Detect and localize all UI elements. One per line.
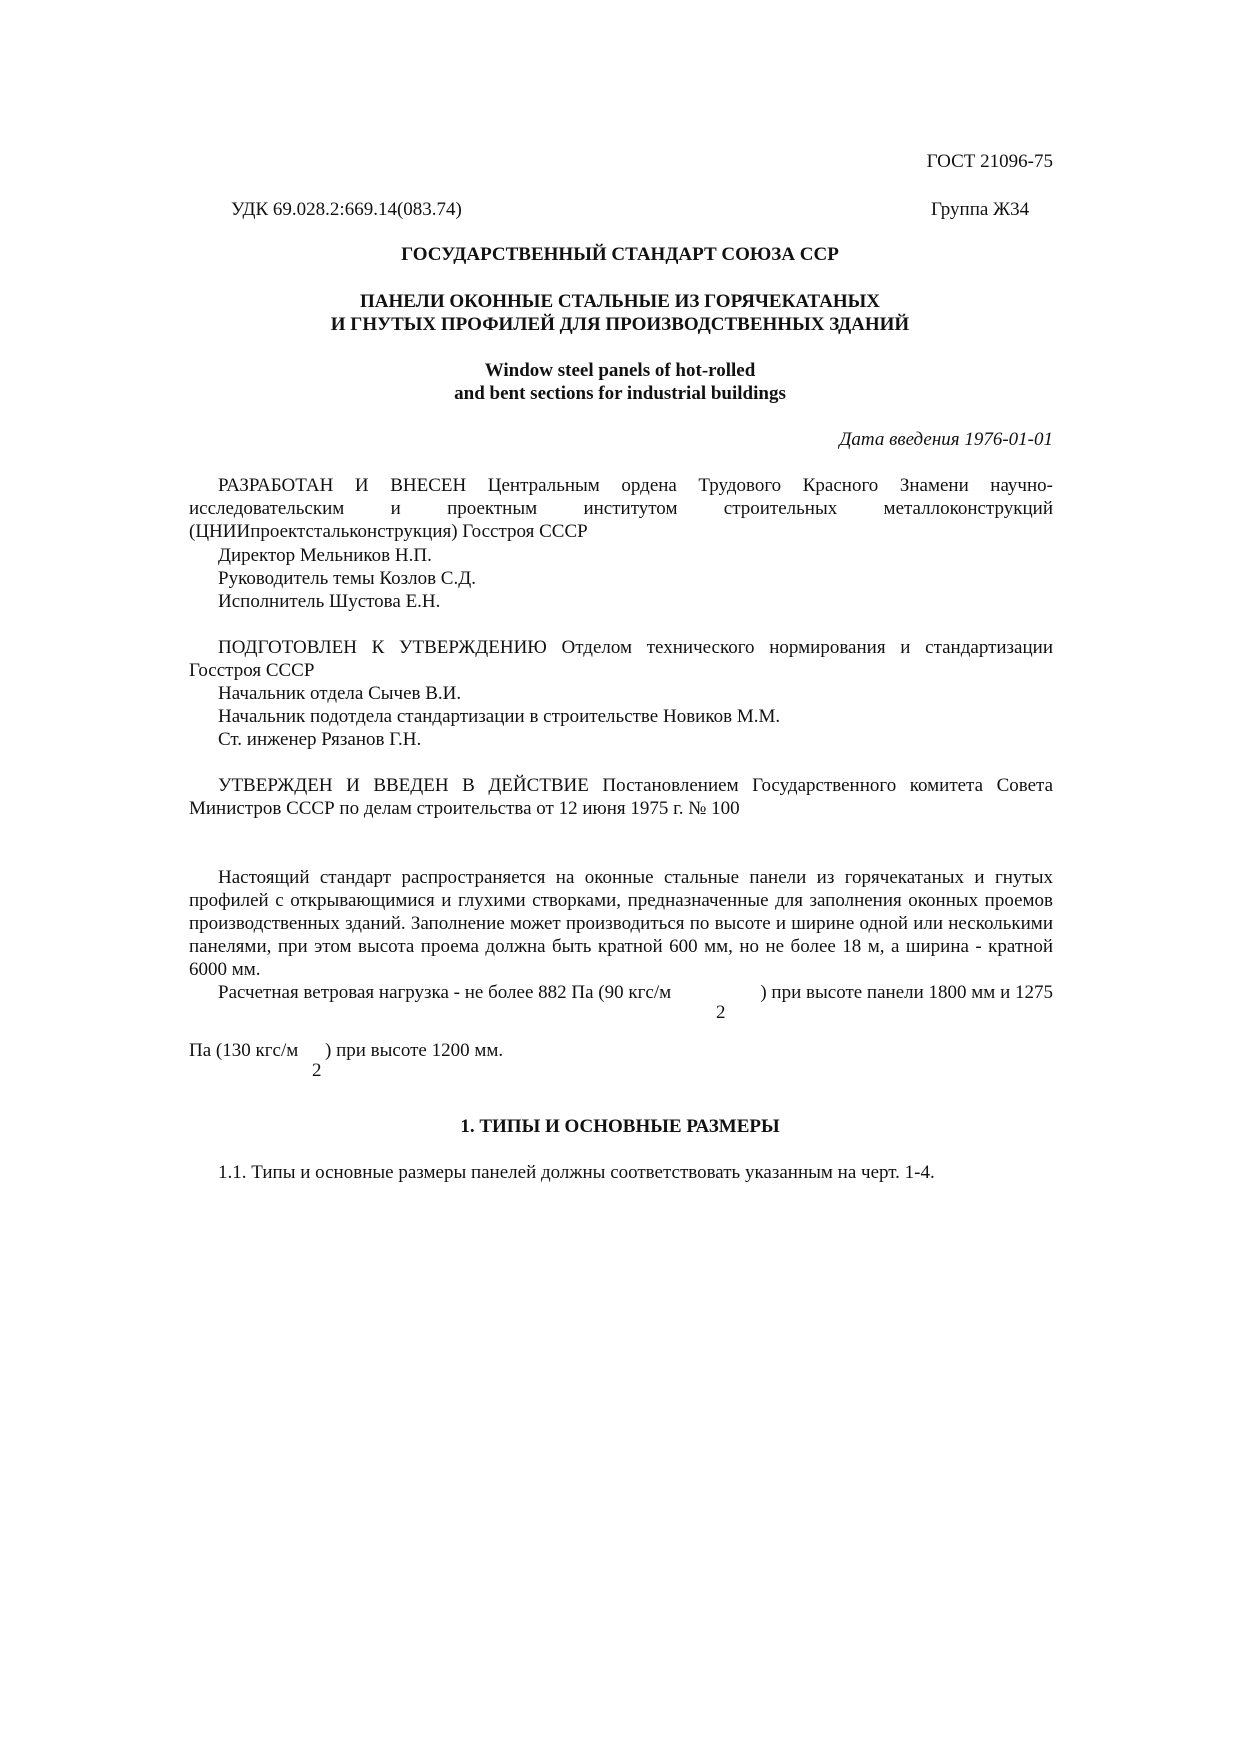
udk-code: УДК 69.028.2:669.14(083.74) (231, 199, 462, 220)
prepared-person-1: Начальник отдела Сычев В.И. (218, 683, 462, 704)
title-en-line1: Window steel panels of hot-rolled (484, 360, 756, 381)
prepared-paragraph: ПОДГОТОВЛЕН К УТВЕРЖДЕНИЮ Отделом технического нормирования и стандартизации Госстроя СССР (189, 637, 1053, 681)
gost-number: ГОСТ 21096-75 (926, 151, 1053, 172)
title-ru-line2: И ГНУТЫХ ПРОФИЛЕЙ ДЛЯ ПРОИЗВОДСТВЕННЫХ ЗДАНИЙ (330, 314, 910, 335)
developed-person-1: Директор Мельников Н.П. (218, 545, 432, 566)
developed-person-2: Руководитель темы Козлов С.Д. (218, 568, 476, 589)
wind-load-text-1: Расчетная ветровая нагрузка - не более 882 Па (90 кгс/м (218, 982, 672, 1003)
exponent-1: 2 (716, 1002, 726, 1023)
title-ru-line1: ПАНЕЛИ ОКОННЫЕ СТАЛЬНЫЕ ИЗ ГОРЯЧЕКАТАНЫХ (359, 291, 880, 312)
developed-person-3: Исполнитель Шустова Е.Н. (218, 591, 441, 612)
intro-date: Дата введения 1976-01-01 (839, 429, 1053, 450)
wind-load-text-3: Па (130 кгс/м (189, 1040, 299, 1061)
prepared-person-2: Начальник подотдела стандартизации в строительстве Новиков М.М. (218, 706, 781, 727)
exponent-2: 2 (312, 1060, 322, 1081)
wind-load-text-2: ) при высоте панели 1800 мм и 1275 (760, 982, 1053, 1003)
developed-paragraph: РАЗРАБОТАН И ВНЕСЕН Центральным ордена Трудового Красного Знамени научно-исследовательским и проектным институтом строительных металлоконструкций (ЦНИИпроектстальконструкция) Госстроя СССР (189, 475, 1053, 542)
group-code: Группа Ж34 (931, 199, 1030, 220)
prepared-person-3: Ст. инженер Рязанов Г.Н. (218, 729, 422, 750)
wind-load-line1 (218, 981, 1053, 1004)
section-1-heading: 1. ТИПЫ И ОСНОВНЫЕ РАЗМЕРЫ (460, 1116, 780, 1137)
approved-paragraph: УТВЕРЖДЕН И ВВЕДЕН В ДЕЙСТВИЕ Постановлением Государственного комитета Совета Министров СССР по делам строительства от 12 июня 1975 г. № 100 (189, 775, 1053, 819)
wind-load-text-4: ) при высоте 1200 мм. (325, 1040, 504, 1061)
standard-type-heading: ГОСУДАРСТВЕННЫЙ СТАНДАРТ СОЮЗА ССР (401, 244, 839, 265)
section-1-item-1-1: 1.1. Типы и основные размеры панелей должны соответствовать указанным на черт. 1-4. (218, 1162, 935, 1183)
scope-paragraph: Настоящий стандарт распространяется на оконные стальные панели из горячекатаных и гнутых профилей с открывающимися и глухими створками, предназначенные для заполнения оконных проемов производственных зданий. Заполнение может производиться по высоте и ширине одной или несколькими панелями, при этом высота проема должна быть кратной 600 мм, но не более 18 м, а ширина - кратной 6000 мм. (189, 867, 1053, 980)
title-en-line2: and bent sections for industrial buildings (454, 383, 786, 404)
